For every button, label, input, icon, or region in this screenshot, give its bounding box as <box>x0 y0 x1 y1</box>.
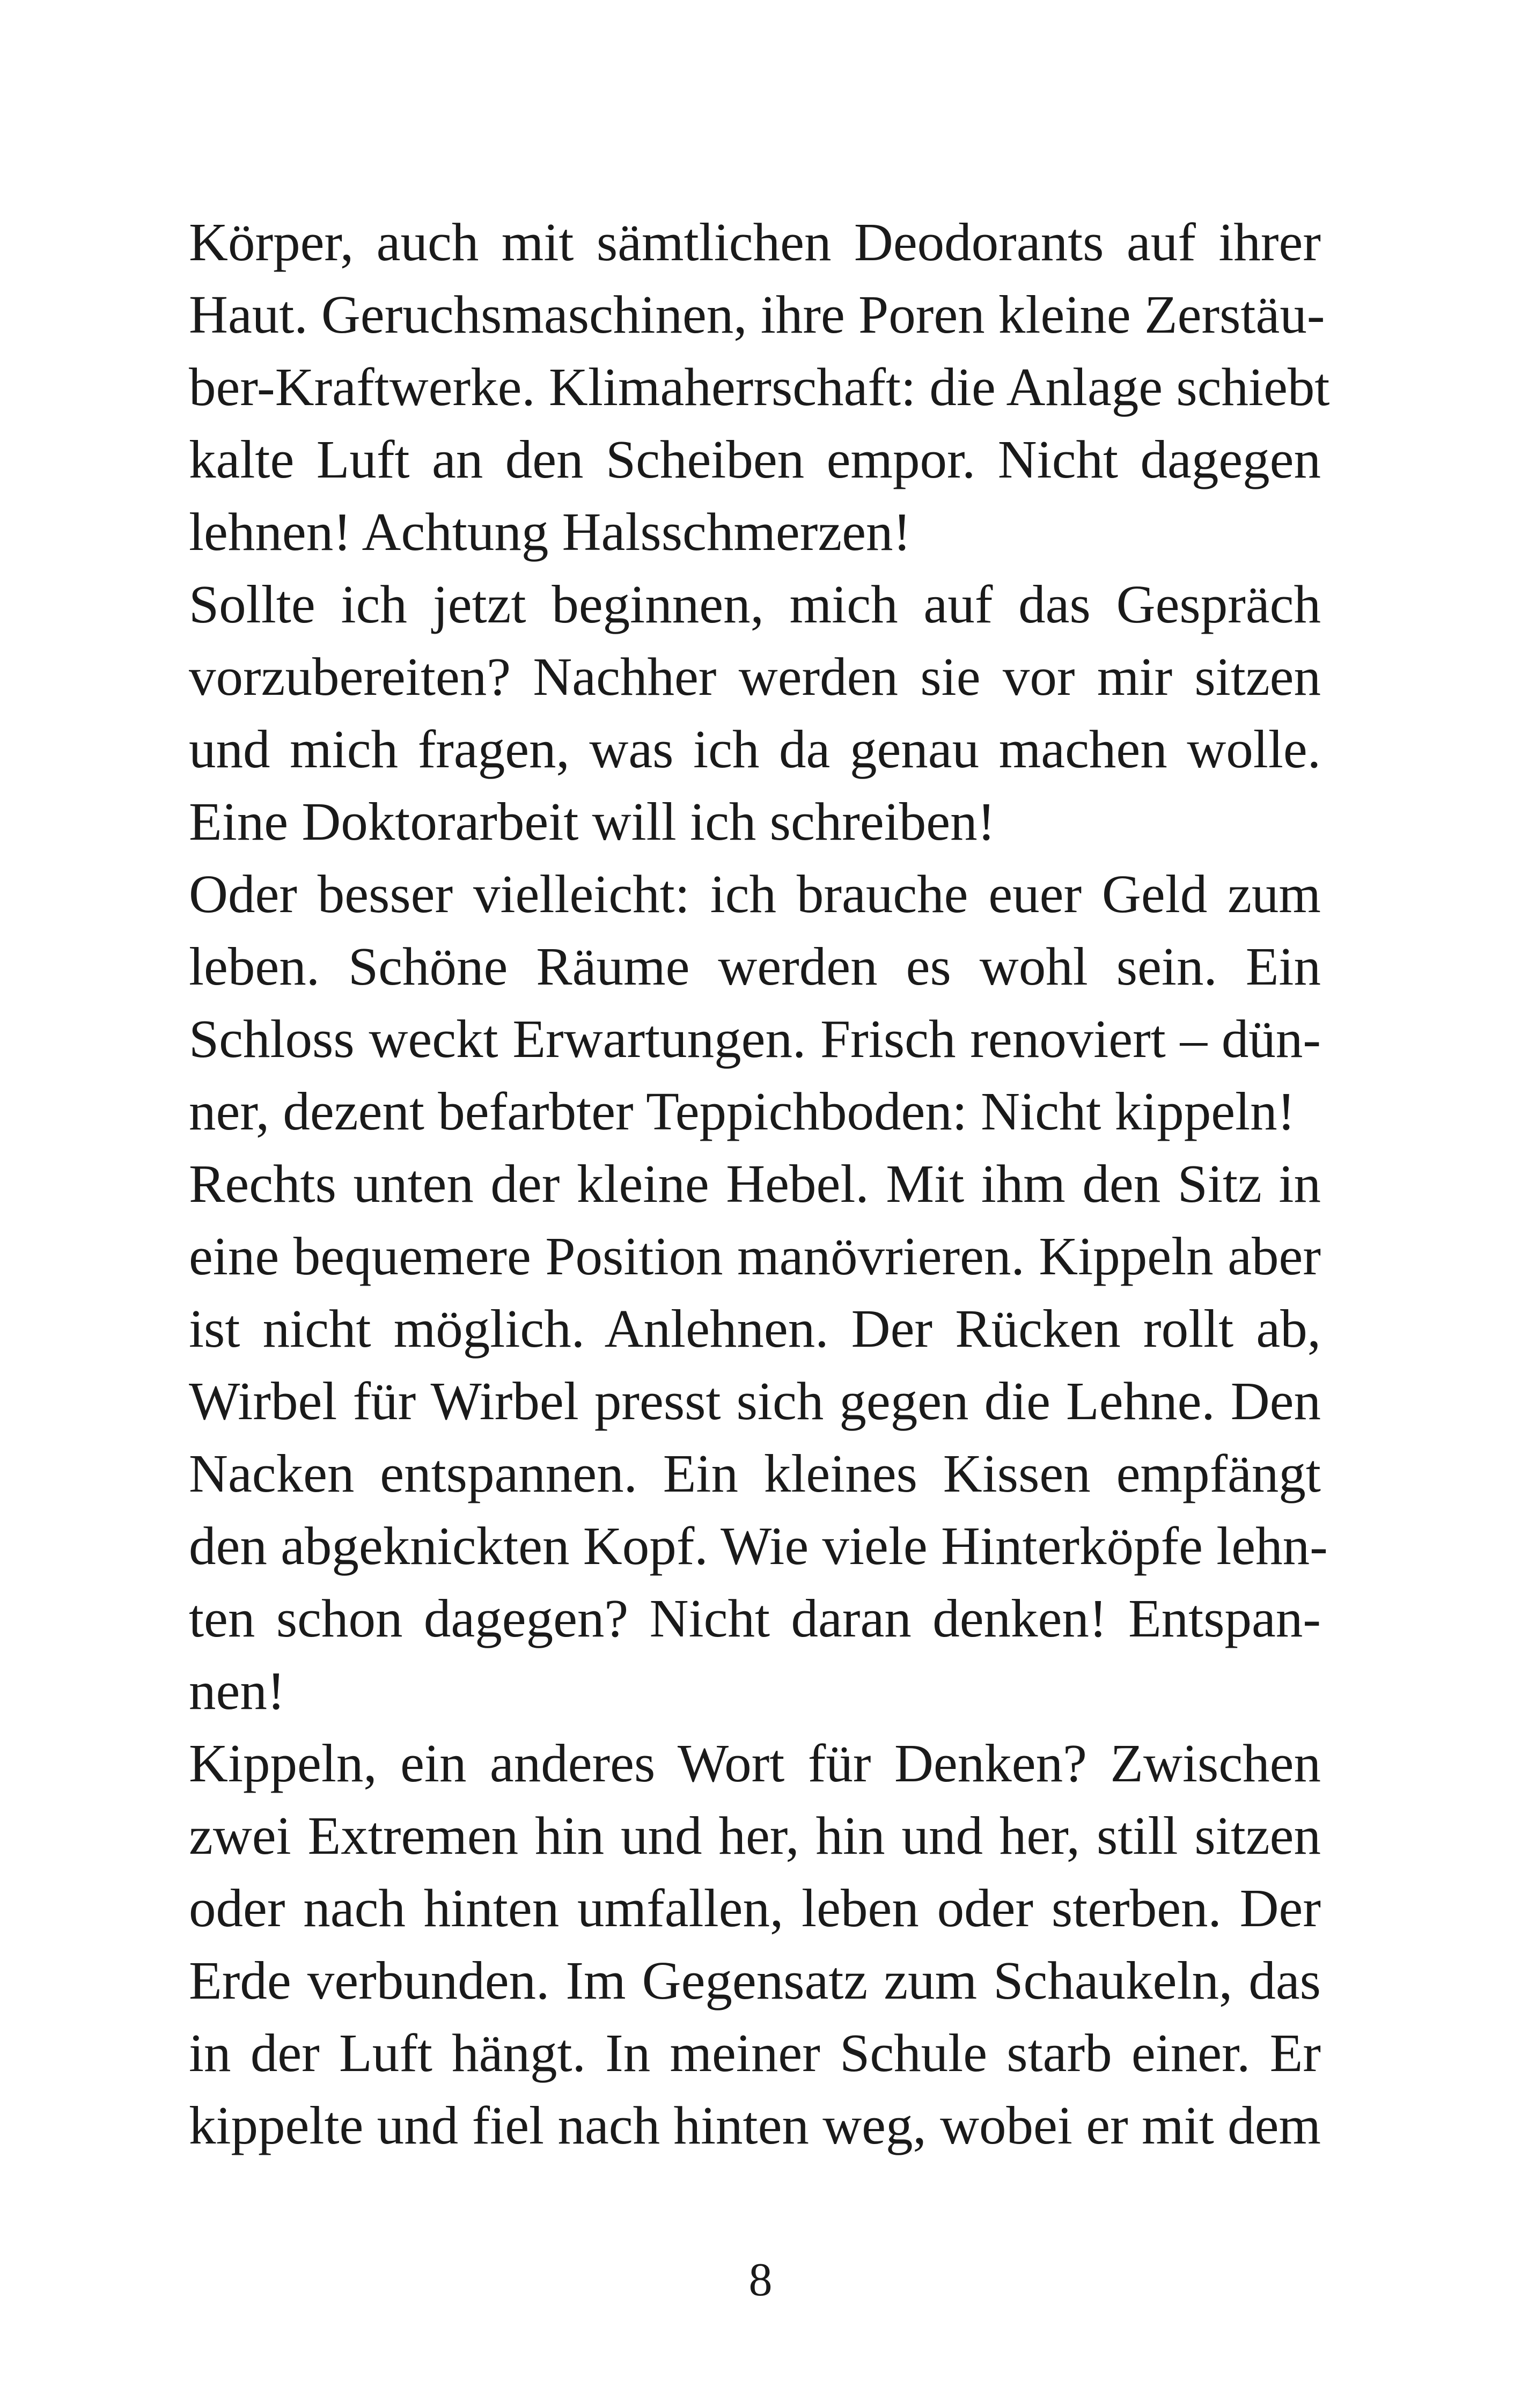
text-line: zwei Extremen hin und her, hin und her, still sitzen <box>189 1805 1321 1866</box>
text-line: ist nicht möglich. Anlehnen. Der Rücken rollt ab, <box>189 1298 1321 1359</box>
text-line: Kippeln, ein anderes Wort für Denken? Zwischen <box>189 1733 1321 1793</box>
text-line: Sollte ich jetzt beginnen, mich auf das Gespräch <box>189 574 1321 634</box>
text-line: ber-Kraftwerke. Klimaherrschaft: die Anlage schiebt <box>189 357 1330 417</box>
body-text <box>189 206 1330 2162</box>
text-line: Schloss weckt Erwartungen. Frisch renoviert – dün- <box>189 1009 1321 1069</box>
text-line: ten schon dagegen? Nicht daran denken! Entspan- <box>189 1588 1321 1648</box>
text-line: Eine Doktorarbeit will ich schreiben! <box>189 791 996 851</box>
text-line: Wirbel für Wirbel presst sich gegen die Lehne. Den <box>189 1371 1321 1431</box>
text-line: in der Luft hängt. In meiner Schule starb einer. Er <box>189 2023 1321 2083</box>
text-line: Nacken entspannen. Ein kleines Kissen empfängt <box>189 1443 1321 1503</box>
text-line: leben. Schöne Räume werden es wohl sein. Ein <box>189 936 1321 996</box>
text-line: kippelte und fiel nach hinten weg, wobei er mit dem <box>189 2095 1321 2155</box>
text-line: den abgeknickten Kopf. Wie viele Hinterköpfe lehn- <box>189 1516 1328 1576</box>
text-line: nen! <box>189 1661 285 1721</box>
text-line: Haut. Geruchsmaschinen, ihre Poren kleine Zerstäu- <box>189 284 1325 344</box>
page-number: 8 <box>748 2254 773 2306</box>
text-line: lehnen! Achtung Halsschmerzen! <box>189 502 912 562</box>
text-line: Oder besser vielleicht: ich brauche euer Geld zum <box>189 864 1321 924</box>
text-line: vorzubereiten? Nachher werden sie vor mir sitzen <box>189 647 1321 707</box>
text-line: Erde verbunden. Im Gegensatz zum Schaukeln, das <box>189 1950 1321 2010</box>
text-line: kalte Luft an den Scheiben empor. Nicht dagegen <box>189 429 1321 489</box>
text-line: und mich fragen, was ich da genau machen wolle. <box>189 719 1321 779</box>
text-line: Körper, auch mit sämtlichen Deodorants auf ihrer <box>189 212 1321 272</box>
text-line: eine bequemere Position manövrieren. Kippeln aber <box>189 1226 1321 1286</box>
text-line: ner, dezent befarbter Teppichboden: Nicht kippeln! <box>189 1081 1296 1141</box>
text-line: oder nach hinten umfallen, leben oder sterben. Der <box>189 1878 1321 1938</box>
text-line: Rechts unten der kleine Hebel. Mit ihm den Sitz in <box>189 1154 1321 1214</box>
